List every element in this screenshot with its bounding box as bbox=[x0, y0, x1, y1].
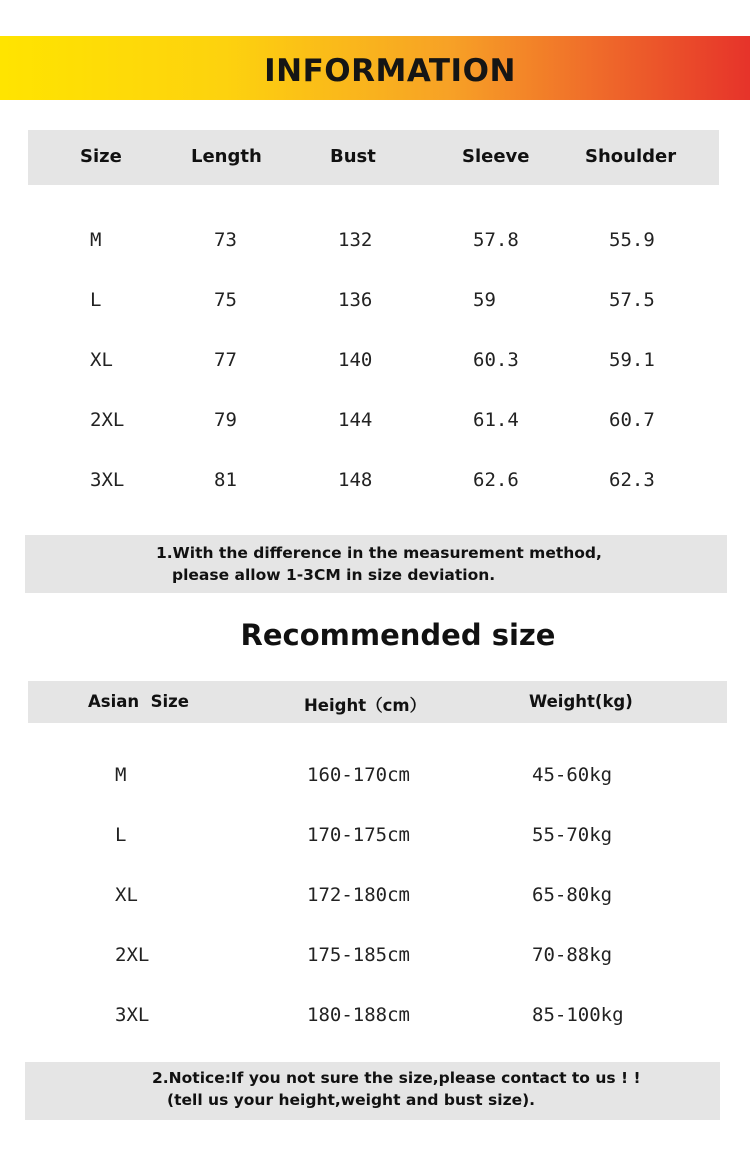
cell-shoulder: 59.1 bbox=[609, 349, 655, 371]
header-length: Length bbox=[191, 146, 262, 167]
cell-size: M bbox=[90, 229, 102, 251]
header-asian-size: Asian Size bbox=[88, 692, 189, 711]
cell-height: 172-180cm bbox=[307, 884, 410, 906]
cell-height: 170-175cm bbox=[307, 824, 410, 846]
header-sleeve: Sleeve bbox=[462, 146, 530, 167]
note-line-2: please allow 1-3CM in size deviation. bbox=[172, 566, 496, 584]
cell-shoulder: 55.9 bbox=[609, 229, 655, 251]
cell-weight: 55-70kg bbox=[532, 824, 613, 846]
cell-sleeve: 59 bbox=[473, 289, 496, 311]
cell-height: 160-170cm bbox=[307, 764, 410, 786]
cell-size: XL bbox=[115, 884, 138, 906]
cell-size: 3XL bbox=[90, 469, 125, 491]
cell-bust: 132 bbox=[338, 229, 373, 251]
cell-sleeve: 61.4 bbox=[473, 409, 519, 431]
cell-sleeve: 57.8 bbox=[473, 229, 519, 251]
cell-weight: 45-60kg bbox=[532, 764, 613, 786]
cell-size: 2XL bbox=[90, 409, 125, 431]
cell-length: 81 bbox=[214, 469, 237, 491]
note-line-1: 1.With the difference in the measurement method, bbox=[156, 544, 602, 562]
header-weight: Weight(kg) bbox=[529, 692, 633, 711]
cell-size: L bbox=[90, 289, 102, 311]
cell-height: 175-185cm bbox=[307, 944, 410, 966]
cell-bust: 144 bbox=[338, 409, 373, 431]
cell-shoulder: 62.3 bbox=[609, 469, 655, 491]
cell-weight: 70-88kg bbox=[532, 944, 613, 966]
notice-note bbox=[25, 1062, 720, 1120]
cell-sleeve: 62.6 bbox=[473, 469, 519, 491]
cell-bust: 140 bbox=[338, 349, 373, 371]
measurement-note bbox=[25, 535, 727, 593]
header-height: Height（cm） bbox=[304, 696, 427, 715]
recommended-size-title: Recommended size bbox=[240, 618, 556, 652]
cell-shoulder: 60.7 bbox=[609, 409, 655, 431]
cell-shoulder: 57.5 bbox=[609, 289, 655, 311]
cell-length: 77 bbox=[214, 349, 237, 371]
cell-length: 79 bbox=[214, 409, 237, 431]
cell-weight: 65-80kg bbox=[532, 884, 613, 906]
header-bust: Bust bbox=[330, 146, 376, 167]
cell-size: 2XL bbox=[115, 944, 150, 966]
header-size: Size bbox=[80, 146, 122, 167]
size-table-header bbox=[28, 130, 719, 185]
cell-length: 73 bbox=[214, 229, 237, 251]
cell-size: XL bbox=[90, 349, 113, 371]
notice-line-1: 2.Notice:If you not sure the size,please contact to us ! ! bbox=[152, 1069, 641, 1087]
cell-height: 180-188cm bbox=[307, 1004, 410, 1026]
cell-size: M bbox=[115, 764, 127, 786]
information-banner bbox=[0, 36, 750, 100]
cell-sleeve: 60.3 bbox=[473, 349, 519, 371]
cell-weight: 85-100kg bbox=[532, 1004, 624, 1026]
banner-title: INFORMATION bbox=[264, 53, 516, 89]
cell-bust: 136 bbox=[338, 289, 373, 311]
cell-bust: 148 bbox=[338, 469, 373, 491]
cell-size: L bbox=[115, 824, 127, 846]
cell-size: 3XL bbox=[115, 1004, 150, 1026]
notice-line-2: (tell us your height,weight and bust size). bbox=[167, 1091, 536, 1109]
header-shoulder: Shoulder bbox=[585, 146, 677, 167]
recommended-table-header bbox=[28, 681, 727, 723]
cell-length: 75 bbox=[214, 289, 237, 311]
